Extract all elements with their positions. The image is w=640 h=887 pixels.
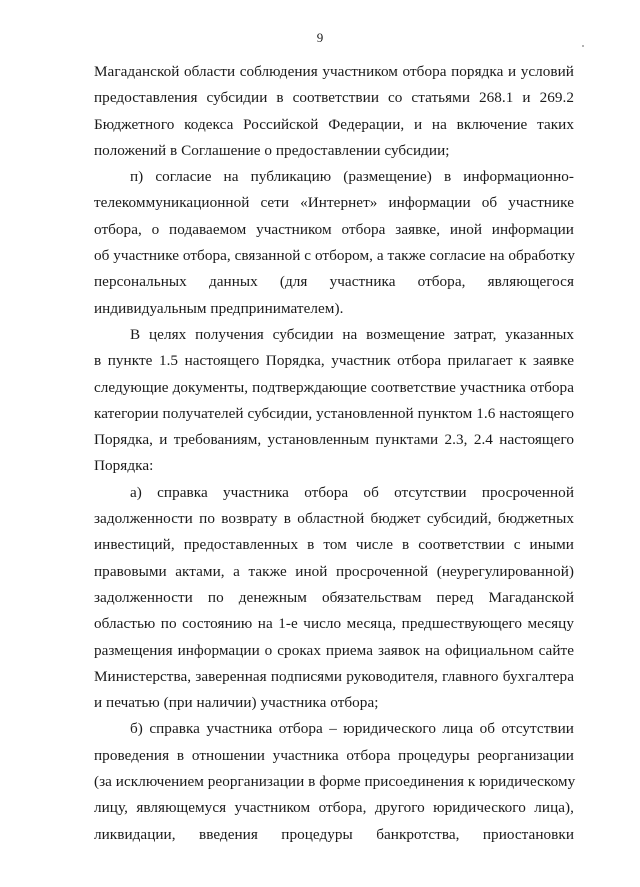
paragraph <box>94 322 574 480</box>
text-line: предоставления субсидии в соответствии со статьями 268.1 и 269.2 <box>94 89 574 107</box>
text-line: лицу, являющемуся участником отбора, другого юридического лица), <box>94 799 574 817</box>
text-line: телекоммуникационной сети «Интернет» информации об участнике <box>94 194 574 212</box>
text-line: следующие документы, подтверждающие соответствие участника отбора <box>94 378 574 396</box>
text-line: (за исключением реорганизации в форме присоединения к юридическому <box>94 773 576 791</box>
text-line: проведения в отношении участника отбора процедуры реорганизации <box>94 746 574 764</box>
text-line: ликвидации, введения процедуры банкротства, приостановки <box>94 825 574 843</box>
text-line: п) согласие на публикацию (размещение) в информационно- <box>130 168 574 186</box>
paragraph <box>94 59 574 164</box>
text-line: Порядка: <box>94 457 154 475</box>
text-line: Министерства, заверенная подписями руководителя, главного бухгалтера <box>94 667 574 685</box>
text-line: Бюджетного кодекса Российской Федерации, и на включение таких <box>94 115 574 133</box>
text-line: задолженности по денежным обязательствам перед Магаданской <box>94 588 574 606</box>
text-line: размещения информации о сроках приема заявок на официальном сайте <box>94 641 574 659</box>
paragraph <box>94 480 574 717</box>
text-line: положений в Соглашение о предоставлении субсидии; <box>94 141 450 159</box>
scan-speck <box>582 45 584 47</box>
text-line: задолженности по возврату в областной бюджет субсидий, бюджетных <box>94 510 574 528</box>
text-line: отбора, о подаваемом участником отбора заявке, иной информации <box>94 220 574 238</box>
text-line: б) справка участника отбора – юридического лица об отсутствии <box>130 720 574 738</box>
text-line: Порядка, и требованиям, установленным пунктами 2.3, 2.4 настоящего <box>94 431 574 449</box>
text-line: В целях получения субсидии на возмещение затрат, указанных <box>130 325 574 343</box>
text-line: а) справка участника отбора об отсутствии просроченной <box>130 483 574 501</box>
paragraph-list <box>94 59 574 848</box>
paragraph <box>94 164 574 322</box>
text-line: индивидуальным предпринимателем). <box>94 299 344 317</box>
document-body <box>94 59 574 848</box>
text-line: Магаданской области соблюдения участником отбора порядка и условий <box>94 63 574 80</box>
text-line: в пункте 1.5 настоящего Порядка, участник отбора прилагает к заявке <box>94 352 574 370</box>
text-line: персональных данных (для участника отбора, являющегося <box>94 273 574 291</box>
page-number: 9 <box>316 30 324 45</box>
text-line: областью по состоянию на 1-е число месяца, предшествующего месяцу <box>94 615 574 633</box>
text-line: категории получателей субсидии, установленной пунктом 1.6 настоящего <box>94 404 574 422</box>
paragraph <box>94 716 574 847</box>
text-line: об участнике отбора, связанной с отбором, а также согласие на обработку <box>94 247 575 265</box>
text-line: и печатью (при наличии) участника отбора; <box>94 694 379 712</box>
text-line: правовыми актами, а также иной просроченной (неурегулированной) <box>94 562 574 580</box>
text-line: инвестиций, предоставленных в том числе в соответствии с иными <box>94 536 574 554</box>
